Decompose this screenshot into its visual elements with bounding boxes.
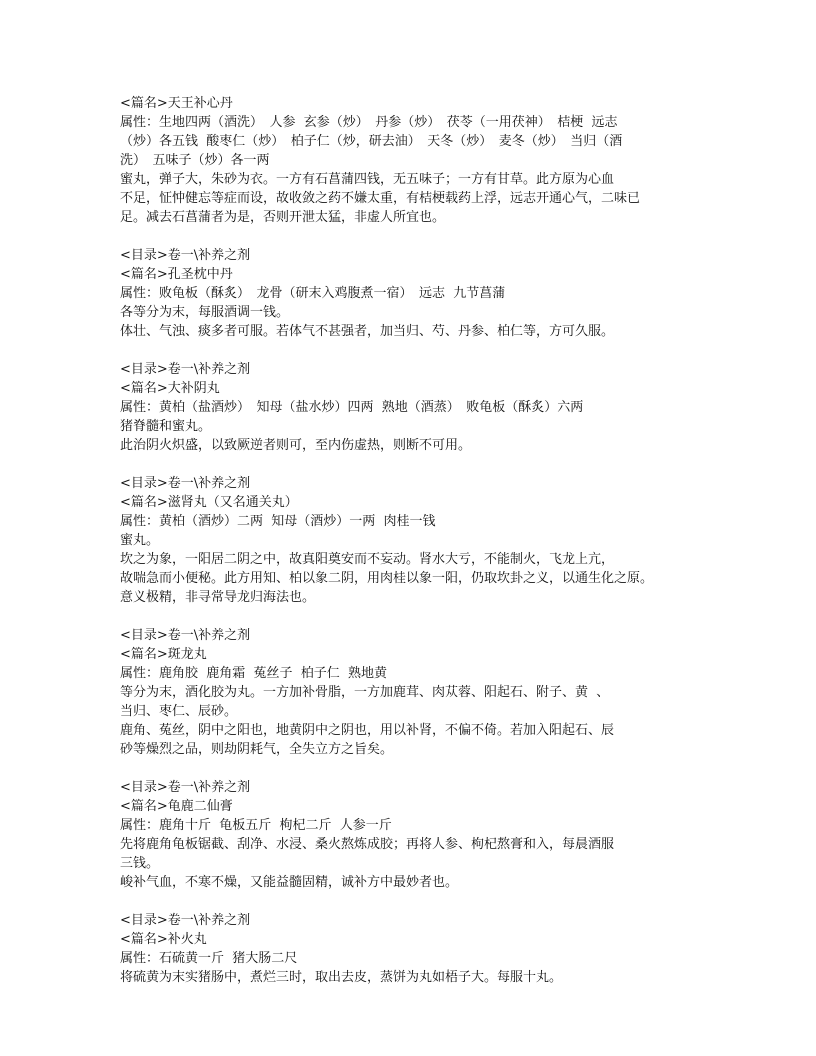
entry-text: 蜜丸，弹子大，朱砂为衣。一方有石菖蒲四钱，无五味子；一方有甘草。此方原为心血 xyxy=(120,172,615,187)
entry-guilu-erxian-gao xyxy=(120,778,700,892)
entry-text: 峻补气血，不寒不燥，又能益髓固精，诚补方中最妙者也。 xyxy=(120,875,459,890)
entry-catalog: <目录>卷一\补养之剂 xyxy=(120,476,251,491)
entry-text: 猪脊髓和蜜丸。 xyxy=(120,419,212,434)
entry-text: 不足，怔忡健忘等症而设，故收敛之药不嫌太重，有桔梗载药上浮，远志开通心气，二味已 xyxy=(120,191,641,206)
entry-ingredients: 属性：黄柏（盐酒炒） 知母（盐水炒）四两 熟地（酒蒸） 败龟板（酥炙）六两 xyxy=(120,400,584,415)
entry-gap xyxy=(120,759,700,778)
entry-ingredients: 属性：鹿角胶 鹿角霜 菟丝子 柏子仁 熟地黄 xyxy=(120,666,388,681)
entry-ingredients: 属性：败龟板（酥炙） 龙骨（研末入鸡腹煮一宿） 远志 九节菖蒲 xyxy=(120,286,506,301)
entry-text: 三钱。 xyxy=(120,856,160,871)
entry-gap xyxy=(120,455,700,474)
entry-ingredients: 属性：黄柏（酒炒）二两 知母（酒炒）一两 肉桂一钱 xyxy=(120,514,436,529)
entry-ingredients: 属性：石硫黄一斤 猪大肠二尺 xyxy=(120,951,298,966)
entry-text: 砂等燥烈之品，则劫阴耗气，全失立方之旨矣。 xyxy=(120,742,394,757)
entry-title: <篇名>龟鹿二仙膏 xyxy=(120,799,233,814)
entry-text: 各等分为末，每服酒调一钱。 xyxy=(120,305,290,320)
entry-text: 足。减去石菖蒲者为是，否则开泄太猛，非虚人所宜也。 xyxy=(120,210,446,225)
entry-title: <篇名>斑龙丸 xyxy=(120,647,207,662)
entry-ingredients-cont: 洗） 五味子（炒）各一两 xyxy=(120,153,270,168)
entry-gap xyxy=(120,227,700,246)
entry-catalog: <目录>卷一\补养之剂 xyxy=(120,362,251,377)
entry-catalog: <目录>卷一\补养之剂 xyxy=(120,913,251,928)
entry-gap xyxy=(120,892,700,911)
entry-banlong-wan xyxy=(120,626,700,759)
entry-gap xyxy=(120,607,700,626)
entry-text: 将硫黄为末实猪肠中，煮烂三时，取出去皮，蒸饼为丸如梧子大。每服十丸。 xyxy=(120,970,563,985)
entry-text: 鹿角、菟丝，阴中之阳也，地黄阴中之阴也，用以补肾，不偏不倚。若加入阳起石、辰 xyxy=(120,723,615,738)
entry-dabu-yin-wan xyxy=(120,360,700,455)
entry-title: <篇名>补火丸 xyxy=(120,932,207,947)
entry-ingredients: 属性：鹿角十斤 龟板五斤 枸杞二斤 人参一斤 xyxy=(120,818,392,833)
entry-title: <篇名>大补阴丸 xyxy=(120,381,220,396)
entry-text: 体壮、气浊、痰多者可服。若体气不甚强者，加当归、芍、丹参、柏仁等，方可久服。 xyxy=(120,324,615,339)
entry-text: 坎之为象，一阳居二阴之中，故真阳奠安而不妄动。肾水大亏，不能制火，飞龙上亢， xyxy=(120,552,615,567)
entry-catalog: <目录>卷一\补养之剂 xyxy=(120,248,251,263)
entry-kongsheng-zhenzhong-dan xyxy=(120,246,700,341)
entry-text: 当归、枣仁、辰砂。 xyxy=(120,704,238,719)
entry-title: <篇名>孔圣枕中丹 xyxy=(120,267,233,282)
entry-catalog: <目录>卷一\补养之剂 xyxy=(120,780,251,795)
entry-text: 蜜丸。 xyxy=(120,533,160,548)
entry-ingredients-cont: （炒）各五钱 酸枣仁（炒） 柏子仁（炒，研去油） 天冬（炒） 麦冬（炒） 当归（酒 xyxy=(120,134,623,149)
entry-buhuo-wan xyxy=(120,911,700,987)
entry-title: <篇名>滋肾丸（又名通关丸） xyxy=(120,495,298,510)
entry-text: 意义极精，非寻常导龙归海法也。 xyxy=(120,590,316,605)
entry-text: 故喘急而小便秘。此方用知、柏以象二阴，用肉桂以象一阳，仍取坎卦之义，以通生化之原。 xyxy=(120,571,654,586)
entry-tianwang-buxin-dan xyxy=(120,94,700,227)
entry-zishen-wan xyxy=(120,474,700,607)
document-page xyxy=(120,94,700,987)
entry-gap xyxy=(120,341,700,360)
entry-text: 先将鹿角龟板锯截、刮净、水浸、桑火熬炼成胶；再将人参、枸杞熬膏和入，每晨酒服 xyxy=(120,837,615,852)
entry-title: <篇名>天王补心丹 xyxy=(120,96,233,111)
entry-text: 等分为末，酒化胶为丸。一方加补骨脂，一方加鹿茸、肉苁蓉、阳起石、附子、黄 、 xyxy=(120,685,610,700)
entry-text: 此治阴火炽盛，以致厥逆者则可，至内伤虚热，则断不可用。 xyxy=(120,438,472,453)
entry-catalog: <目录>卷一\补养之剂 xyxy=(120,628,251,643)
entry-ingredients: 属性：生地四两（酒洗） 人参 玄参（炒） 丹参（炒） 茯苓（一用茯神） 桔梗 远志 xyxy=(120,115,618,130)
